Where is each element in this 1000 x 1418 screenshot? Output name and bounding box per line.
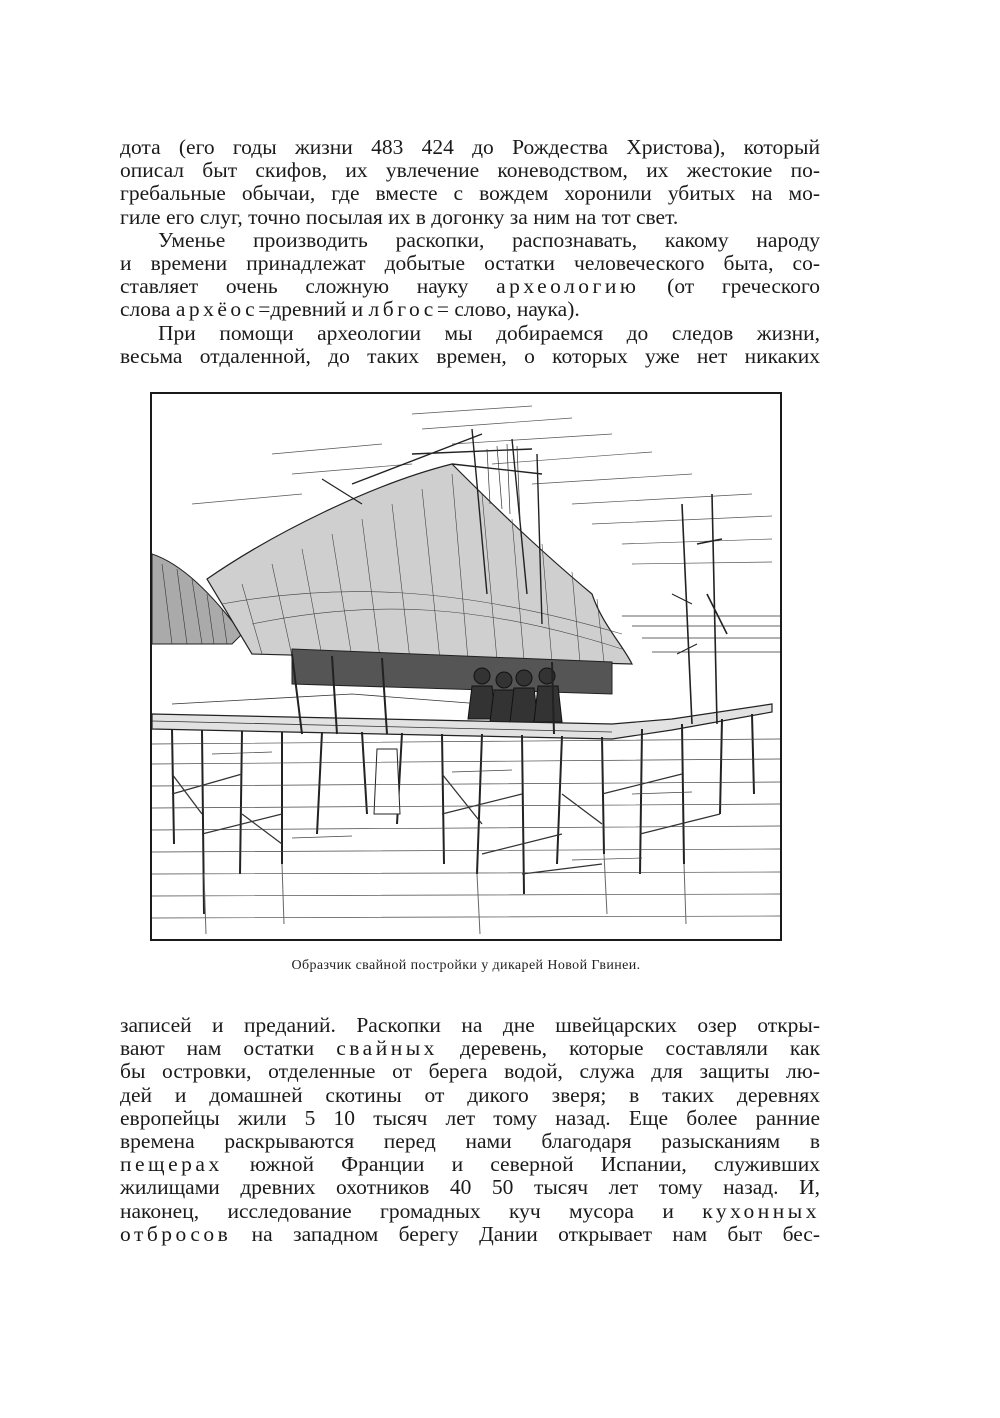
spaced-term: пещерах bbox=[120, 1152, 223, 1177]
text-line: весьма отдаленной, до таких времен, о которых уже нет никаких bbox=[120, 343, 820, 368]
text-line: дота (его годы жизни 483 424 до Рождества Христова), который bbox=[120, 135, 820, 159]
spaced-term: отбросов bbox=[120, 1221, 232, 1246]
text-line: времена раскрываются перед нами благодаря разысканиям в bbox=[120, 1129, 820, 1154]
spaced-term: лбгос bbox=[368, 297, 437, 322]
stilt-house-illustration bbox=[150, 392, 782, 941]
text-fragment: вают нам остатки bbox=[120, 1036, 315, 1061]
top-text-block bbox=[120, 136, 820, 368]
text-line: дей и домашней скотины от дикого зверя; в таких деревнях bbox=[120, 1082, 820, 1107]
text-line: Уменье производить раскопки, распознавать, какому народу bbox=[158, 227, 820, 252]
illustration-drawing bbox=[152, 394, 780, 939]
text-line bbox=[120, 1223, 820, 1246]
text-line bbox=[120, 298, 820, 321]
text-fragment: ставляет очень сложную науку bbox=[120, 274, 469, 299]
text-line: жилищами древних охотников 40 50 тысяч лет тому назад. И, bbox=[120, 1175, 820, 1200]
text-fragment: деревень, которые составляли как bbox=[459, 1036, 821, 1061]
text-line: и времени принадлежат добытые остатки человеческого быта, со- bbox=[120, 251, 820, 276]
text-line bbox=[120, 1037, 820, 1060]
spaced-term: свайных bbox=[336, 1036, 438, 1061]
text-line bbox=[120, 1153, 820, 1176]
spaced-term: архёос bbox=[175, 297, 259, 322]
text-line: гребальные обычаи, где вместе с вождем хоронили убитых на мо- bbox=[120, 181, 820, 206]
bottom-text-block bbox=[120, 1014, 820, 1246]
text-line bbox=[120, 1200, 820, 1223]
text-line: европейцы жили 5 10 тысяч лет тому назад. Еще более ранние bbox=[120, 1105, 820, 1130]
spaced-term: археологию bbox=[496, 274, 640, 299]
text-fragment: наконец, исследование громадных куч мусора и bbox=[120, 1198, 674, 1223]
text-line: описал быт скифов, их увлечение коневодством, их жестокие по- bbox=[120, 158, 820, 183]
text-line: гиле его слуг, точно посылая их в догонку за ним на тот свет. bbox=[120, 204, 679, 229]
text-fragment: (от греческого bbox=[667, 274, 821, 299]
text-line: При помощи археологии мы добираемся до следов жизни, bbox=[158, 320, 820, 345]
text-line: бы островки, отделенные от берега водой, служа для защиты лю- bbox=[120, 1059, 820, 1084]
figure-caption: Образчик свайной постройки у дикарей Новой Гвинеи. bbox=[291, 958, 641, 973]
spaced-term: кухонных bbox=[702, 1198, 820, 1223]
text-fragment: южной Франции и северной Испании, служивших bbox=[249, 1152, 820, 1177]
text-line: записей и преданий. Раскопки на дне швейцарских озер откры- bbox=[120, 1013, 820, 1037]
text-line bbox=[120, 275, 820, 298]
text-fragment: слова bbox=[120, 297, 171, 322]
text-fragment: =древний и bbox=[258, 297, 364, 322]
text-fragment: на западном берегу Дании открывает нам быт бес- bbox=[251, 1221, 821, 1246]
text-fragment: = слово, наука). bbox=[436, 297, 580, 322]
